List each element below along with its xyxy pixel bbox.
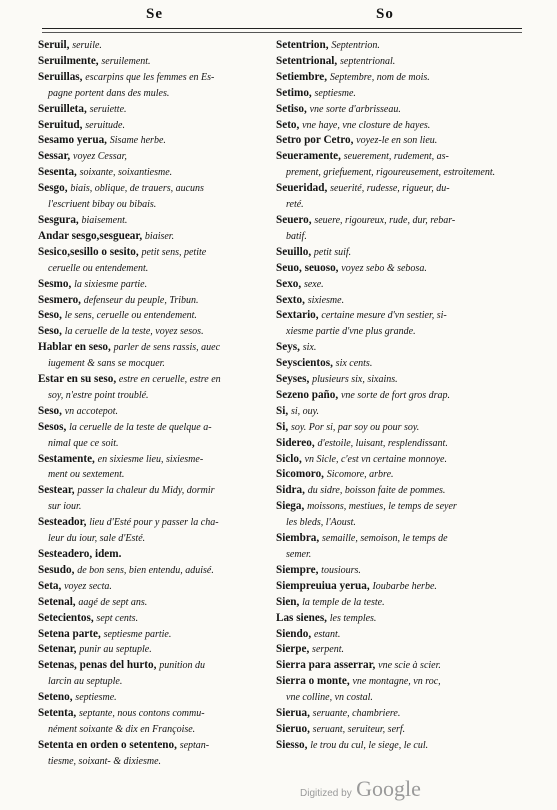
dictionary-entry: [276, 722, 546, 738]
entry-definition: vn Sicle, c'est vn certaine monnoye.: [304, 453, 447, 465]
entry-headword: Setentrion,: [276, 39, 329, 51]
entry-definition: vn accotepot.: [64, 405, 119, 417]
dictionary-entry: [38, 133, 274, 149]
entry-headword: Sexo,: [276, 277, 302, 290]
entry-continuation: nément soixante & dix en Françoise.: [48, 723, 196, 735]
dictionary-entry: [276, 372, 546, 388]
dictionary-entry: [38, 277, 274, 293]
entry-headword: Seruilleta,: [38, 102, 87, 115]
entry-headword: Sesteador,: [38, 516, 87, 529]
entry-definition: parler de sens rassis, auec: [113, 342, 221, 354]
dictionary-entry: [38, 245, 274, 261]
entry-headword: Sestamente,: [38, 452, 95, 465]
dictionary-entry: [38, 690, 274, 706]
entry-headword: Sicomoro,: [276, 468, 324, 481]
entry-headword: Sesico,sesillo o sesito,: [38, 245, 139, 258]
entry-definition: six cents.: [335, 358, 373, 370]
header-rule: [42, 28, 522, 29]
entry-definition: lieu d'Esté pour y passer la cha-: [89, 517, 219, 529]
entry-definition: voyez Cessar,: [73, 151, 127, 163]
running-header-left: Se: [146, 6, 163, 22]
entry-definition: si, ouy.: [290, 405, 319, 417]
entry-headword: Sieruo,: [276, 722, 310, 735]
entry-continuation: semer.: [286, 549, 312, 560]
entry-continuation: nimal que ce soit.: [48, 437, 119, 449]
dictionary-entry: [276, 563, 546, 579]
entry-definition: septiesme.: [75, 692, 117, 704]
entry-headword: Sesgo,: [38, 182, 68, 195]
entry-headword: Sezeno paño,: [276, 388, 339, 401]
entry-definition: Septentrion.: [331, 40, 380, 51]
watermark-brand: Google: [356, 776, 421, 801]
entry-headword: Sesos,: [38, 420, 67, 433]
entry-definition: escarpins que les femmes en Es-: [85, 71, 215, 83]
dictionary-entry: [38, 627, 274, 643]
entry-definition: passer la chaleur du Midy, dormir: [77, 485, 215, 497]
entry-headword: Estar en su seso,: [38, 373, 117, 386]
running-header-right: So: [376, 6, 394, 22]
entry-continuation: sur iour.: [48, 501, 82, 513]
dictionary-entry: [38, 229, 274, 245]
entry-headword: Sesmero,: [38, 293, 81, 306]
entry-headword: Sien,: [276, 595, 300, 608]
dictionary-entry: [276, 499, 546, 515]
entry-definition: la ceruelle de la teste de quelque a-: [69, 421, 212, 433]
entry-definition: defenseur du peuple, Tribun.: [83, 294, 199, 306]
entry-definition: Sicomore, arbre.: [326, 469, 394, 481]
entry-headword: Siempreuiua yerua,: [276, 579, 370, 592]
dictionary-entry: [38, 452, 274, 468]
entry-definition: six.: [302, 342, 317, 354]
entry-definition: seuerité, rudesse, rigueur, du-: [330, 183, 450, 195]
dictionary-entry: [276, 467, 546, 483]
entry-headword: Setenta,: [38, 707, 77, 720]
entry-definition: vne scie à scier.: [378, 660, 441, 672]
dictionary-entry: [38, 642, 274, 658]
entry-headword: Sesmo,: [38, 277, 72, 290]
entry-headword: Seys,: [276, 341, 300, 354]
entry-headword: Sesgura,: [38, 213, 79, 226]
dictionary-entry: [38, 658, 274, 674]
entry-definition: estre en ceruelle, estre en: [118, 374, 221, 386]
dictionary-entry: [38, 579, 274, 595]
entry-definition: estant.: [313, 628, 341, 640]
entry-definition: soy. Por si, par soy ou pour soy.: [290, 421, 420, 433]
entry-definition: la sixiesme partie.: [74, 278, 148, 290]
dictionary-entry: [38, 706, 274, 722]
entry-definition: septiesme partie.: [103, 628, 172, 640]
dictionary-entry: [38, 293, 274, 309]
dictionary-entry: [276, 706, 546, 722]
dictionary-entry: [276, 293, 546, 309]
dictionary-entry: [38, 308, 274, 324]
entry-headword: Si,: [276, 420, 289, 433]
entry-definition: septiesme.: [314, 87, 356, 99]
entry-definition: le trou du cul, le siege, le cul.: [310, 739, 429, 751]
entry-headword: Sidereo,: [276, 436, 315, 449]
dictionary-entry: [276, 356, 546, 372]
entry-definition: les temples.: [329, 612, 377, 624]
entry-headword: Setimo,: [276, 86, 312, 99]
entry-headword: Sesenta,: [38, 166, 77, 179]
entry-headword: Sessar,: [38, 150, 71, 163]
entry-definition: vne haye, vne closture de hayes.: [302, 119, 431, 131]
entry-definition: Septembre, nom de mois.: [329, 71, 430, 83]
dictionary-entry: [38, 611, 274, 627]
dictionary-entry: [38, 372, 274, 388]
dictionary-entry: [276, 181, 546, 197]
entry-definition: petit sens, petite: [141, 246, 207, 258]
entry-headword: Seso,: [38, 325, 62, 338]
entry-headword: Seueramente,: [276, 150, 341, 163]
entry-headword: Setenas, penas del hurto,: [38, 659, 157, 672]
entry-headword: Seto,: [276, 118, 300, 131]
entry-headword: Seruillas,: [38, 70, 83, 83]
entry-definition: septentrional.: [340, 55, 396, 67]
dictionary-entry: [38, 70, 274, 86]
dictionary-entry: [276, 70, 546, 86]
dictionary-entry: [38, 102, 274, 118]
dictionary-entry: [38, 54, 274, 70]
entry-definition: soixante, soixantiesme.: [79, 167, 173, 179]
dictionary-entry: [38, 547, 274, 563]
entry-definition: punir au septuple.: [79, 644, 152, 656]
dictionary-entry: [276, 579, 546, 595]
dictionary-entry: [276, 118, 546, 134]
entry-definition: septante, nous contons commu-: [79, 708, 205, 720]
dictionary-entry: [276, 611, 546, 627]
dictionary-entry: [276, 54, 546, 70]
entry-definition: la temple de la teste.: [302, 596, 385, 608]
dictionary-entry: [38, 340, 274, 356]
entry-headword: Hablar en seso,: [38, 341, 111, 354]
entry-headword: Sestear,: [38, 484, 75, 497]
entry-definition: sexe.: [303, 278, 324, 290]
dictionary-entry: [276, 531, 546, 547]
entry-headword: Seteno,: [38, 691, 73, 704]
dictionary-entry: [276, 102, 546, 118]
entry-headword: Siesso,: [276, 738, 308, 751]
entry-definition: serpent.: [312, 644, 344, 656]
dictionary-entry: [38, 420, 274, 436]
entry-definition: Sisame herbe.: [109, 135, 166, 147]
dictionary-entry: [38, 404, 274, 420]
entry-headword: Sextario,: [276, 309, 319, 322]
watermark-prefix: Digitized by: [300, 788, 352, 799]
entry-definition: de bon sens, bien entendu, aduisé.: [77, 564, 214, 576]
entry-definition: seruile.: [72, 40, 102, 51]
entry-headword: Sesudo,: [38, 563, 75, 576]
entry-headword: Sidra,: [276, 484, 305, 497]
dictionary-entry: [276, 642, 546, 658]
entry-headword: Siclo,: [276, 452, 302, 465]
right-column: [276, 38, 546, 754]
entry-headword: Sexto,: [276, 293, 305, 306]
entry-definition: punition du: [159, 660, 206, 672]
entry-headword: Setenta en orden o setenteno,: [38, 738, 177, 751]
entry-headword: Seruitud,: [38, 118, 83, 131]
dictionary-entry: [276, 308, 546, 324]
entry-definition: aagé de sept ans.: [78, 596, 148, 608]
dictionary-entry: [276, 674, 546, 690]
entry-headword: Setenar,: [38, 643, 77, 656]
entry-headword: Seruilmente,: [38, 54, 99, 67]
dictionary-entry: [38, 38, 274, 54]
entry-headword: Seuo, seuoso,: [276, 261, 339, 274]
dictionary-entry: [276, 452, 546, 468]
dictionary-entry: [276, 738, 546, 754]
entry-definition: seruante, chambriere.: [312, 708, 401, 720]
entry-definition: Ioubarbe herbe.: [372, 580, 437, 592]
dictionary-entry: [38, 595, 274, 611]
entry-definition: seruilement.: [101, 55, 151, 67]
dictionary-entry: [276, 38, 546, 54]
entry-definition: en sixiesme lieu, sixiesme-: [97, 453, 204, 465]
entry-definition: seruitude.: [85, 119, 125, 131]
dictionary-entry: [38, 324, 274, 340]
entry-definition: seruant, seruiteur, serf.: [312, 723, 406, 735]
entry-continuation: les bleds, l'Aoust.: [286, 517, 356, 529]
entry-headword: Andar sesgo,sesguear,: [38, 229, 143, 242]
entry-definition: biaiser.: [144, 230, 175, 242]
entry-headword: Sierra para asserrar,: [276, 659, 376, 672]
entry-continuation: ment ou sextement.: [48, 469, 125, 481]
entry-definition: sept cents.: [96, 612, 139, 624]
entry-headword: Siempre,: [276, 563, 319, 576]
entry-definition: semaille, semoison, le temps de: [322, 533, 448, 545]
entry-continuation: prement, griefuement, rigoureusement, estroitement.: [286, 167, 496, 179]
entry-definition: seuere, rigoureux, rude, dur, rebar-: [314, 214, 456, 226]
entry-definition: seruiette.: [89, 103, 127, 115]
entry-definition: d'estoile, luisant, resplendissant.: [317, 437, 448, 449]
entry-definition: biaisement.: [81, 214, 128, 226]
entry-definition: plusieurs six, sixains.: [312, 374, 398, 386]
dictionary-entry: [276, 595, 546, 611]
dictionary-entry: [276, 149, 546, 165]
entry-headword: Setiso,: [276, 102, 307, 115]
entry-headword: Setentrional,: [276, 54, 338, 67]
entry-definition: vne montagne, vn roc,: [352, 676, 441, 688]
entry-definition: voyez sebo & sebosa.: [341, 262, 427, 274]
entry-headword: Sesteadero, idem.: [38, 548, 122, 560]
entry-headword: Setena parte,: [38, 627, 101, 640]
dictionary-entry: [38, 149, 274, 165]
entry-continuation: soy, n'estre point troublé.: [48, 389, 149, 401]
entry-headword: Siembra,: [276, 532, 320, 545]
entry-headword: Seuero,: [276, 213, 312, 226]
entry-headword: Seyses,: [276, 373, 310, 386]
dictionary-entry: [38, 483, 274, 499]
entry-continuation: tiesme, soixant- & dixiesme.: [48, 755, 162, 767]
dictionary-entry: [276, 133, 546, 149]
dictionary-entry: [276, 340, 546, 356]
entry-definition: certaine mesure d'vn sestier, si-: [321, 310, 447, 322]
dictionary-entry: [276, 261, 546, 277]
entry-definition: du sidre, boisson faite de pommes.: [307, 485, 446, 497]
entry-definition: voyez-le en son lieu.: [356, 135, 438, 147]
entry-headword: Seta,: [38, 579, 62, 592]
entry-headword: Seueridad,: [276, 182, 328, 195]
dictionary-entry: [276, 213, 546, 229]
dictionary-entry: [38, 165, 274, 181]
entry-definition: la ceruelle de la teste, voyez sesos.: [64, 326, 204, 338]
entry-continuation: iugement & sans se mocquer.: [48, 358, 165, 370]
entry-continuation: batif.: [286, 230, 307, 242]
entry-headword: Sierpe,: [276, 643, 310, 656]
entry-headword: Setecientos,: [38, 611, 94, 624]
dictionary-entry: [276, 658, 546, 674]
entry-definition: vne sorte de fort gros drap.: [340, 389, 451, 401]
entry-continuation: larcin au septuple.: [48, 676, 123, 688]
entry-definition: tousiours.: [321, 564, 361, 576]
entry-definition: sixiesme.: [307, 294, 345, 306]
entry-headword: Siega,: [276, 500, 305, 513]
entry-headword: Siendo,: [276, 627, 312, 640]
dictionary-entry: [276, 483, 546, 499]
entry-definition: moissons, mestiues, le temps de seyer: [307, 501, 457, 513]
entry-definition: biais, oblique, de trauers, aucuns: [70, 183, 204, 195]
entry-headword: Seruil,: [38, 39, 70, 51]
entry-continuation: pagne portent dans des mules.: [48, 87, 170, 99]
dictionary-entry: [276, 436, 546, 452]
entry-headword: Setiembre,: [276, 70, 328, 83]
digitized-watermark: [300, 776, 421, 802]
dictionary-entry: [276, 86, 546, 102]
entry-headword: Setro por Cetro,: [276, 134, 354, 147]
dictionary-entry: [38, 515, 274, 531]
entry-headword: Seuillo,: [276, 245, 312, 258]
dictionary-entry: [276, 388, 546, 404]
entry-continuation: reté.: [286, 199, 304, 211]
entry-definition: voyez secta.: [64, 580, 112, 592]
entry-definition: vne sorte d'arbrisseau.: [309, 103, 401, 115]
entry-continuation: leur du iour, sale d'Esté.: [48, 533, 146, 545]
entry-definition: petit suif.: [313, 246, 352, 258]
entry-continuation: vne colline, vn costal.: [286, 692, 373, 704]
entry-headword: Seyscientos,: [276, 357, 333, 370]
dictionary-entry: [38, 563, 274, 579]
dictionary-entry: [276, 404, 546, 420]
entry-continuation: l'escriuent bibay ou bibais.: [48, 199, 157, 211]
header-rule-secondary: [42, 32, 522, 33]
entry-headword: Sesamo yerua,: [38, 134, 107, 147]
dictionary-entry: [38, 181, 274, 197]
entry-headword: Si,: [276, 404, 289, 417]
dictionary-entry: [276, 245, 546, 261]
entry-definition: le sens, ceruelle ou entendement.: [64, 310, 197, 322]
dictionary-entry: [276, 627, 546, 643]
entry-headword: Sierua,: [276, 707, 310, 720]
entry-definition: seuerement, rudement, as-: [343, 151, 449, 163]
dictionary-entry: [38, 213, 274, 229]
entry-definition: septan-: [179, 739, 210, 751]
entry-headword: Sierra o monte,: [276, 675, 350, 688]
entry-continuation: ceruelle ou entendement.: [48, 262, 149, 274]
dictionary-entry: [276, 277, 546, 293]
dictionary-entry: [38, 118, 274, 134]
entry-continuation: xiesme partie d'vne plus grande.: [286, 326, 416, 338]
entry-headword: Seso,: [38, 404, 62, 417]
entry-headword: Las sienes,: [276, 611, 327, 624]
dictionary-entry: [276, 420, 546, 436]
dictionary-entry: [38, 738, 274, 754]
entry-headword: Setenal,: [38, 595, 76, 608]
entry-headword: Seso,: [38, 309, 62, 322]
left-column: [38, 38, 274, 770]
